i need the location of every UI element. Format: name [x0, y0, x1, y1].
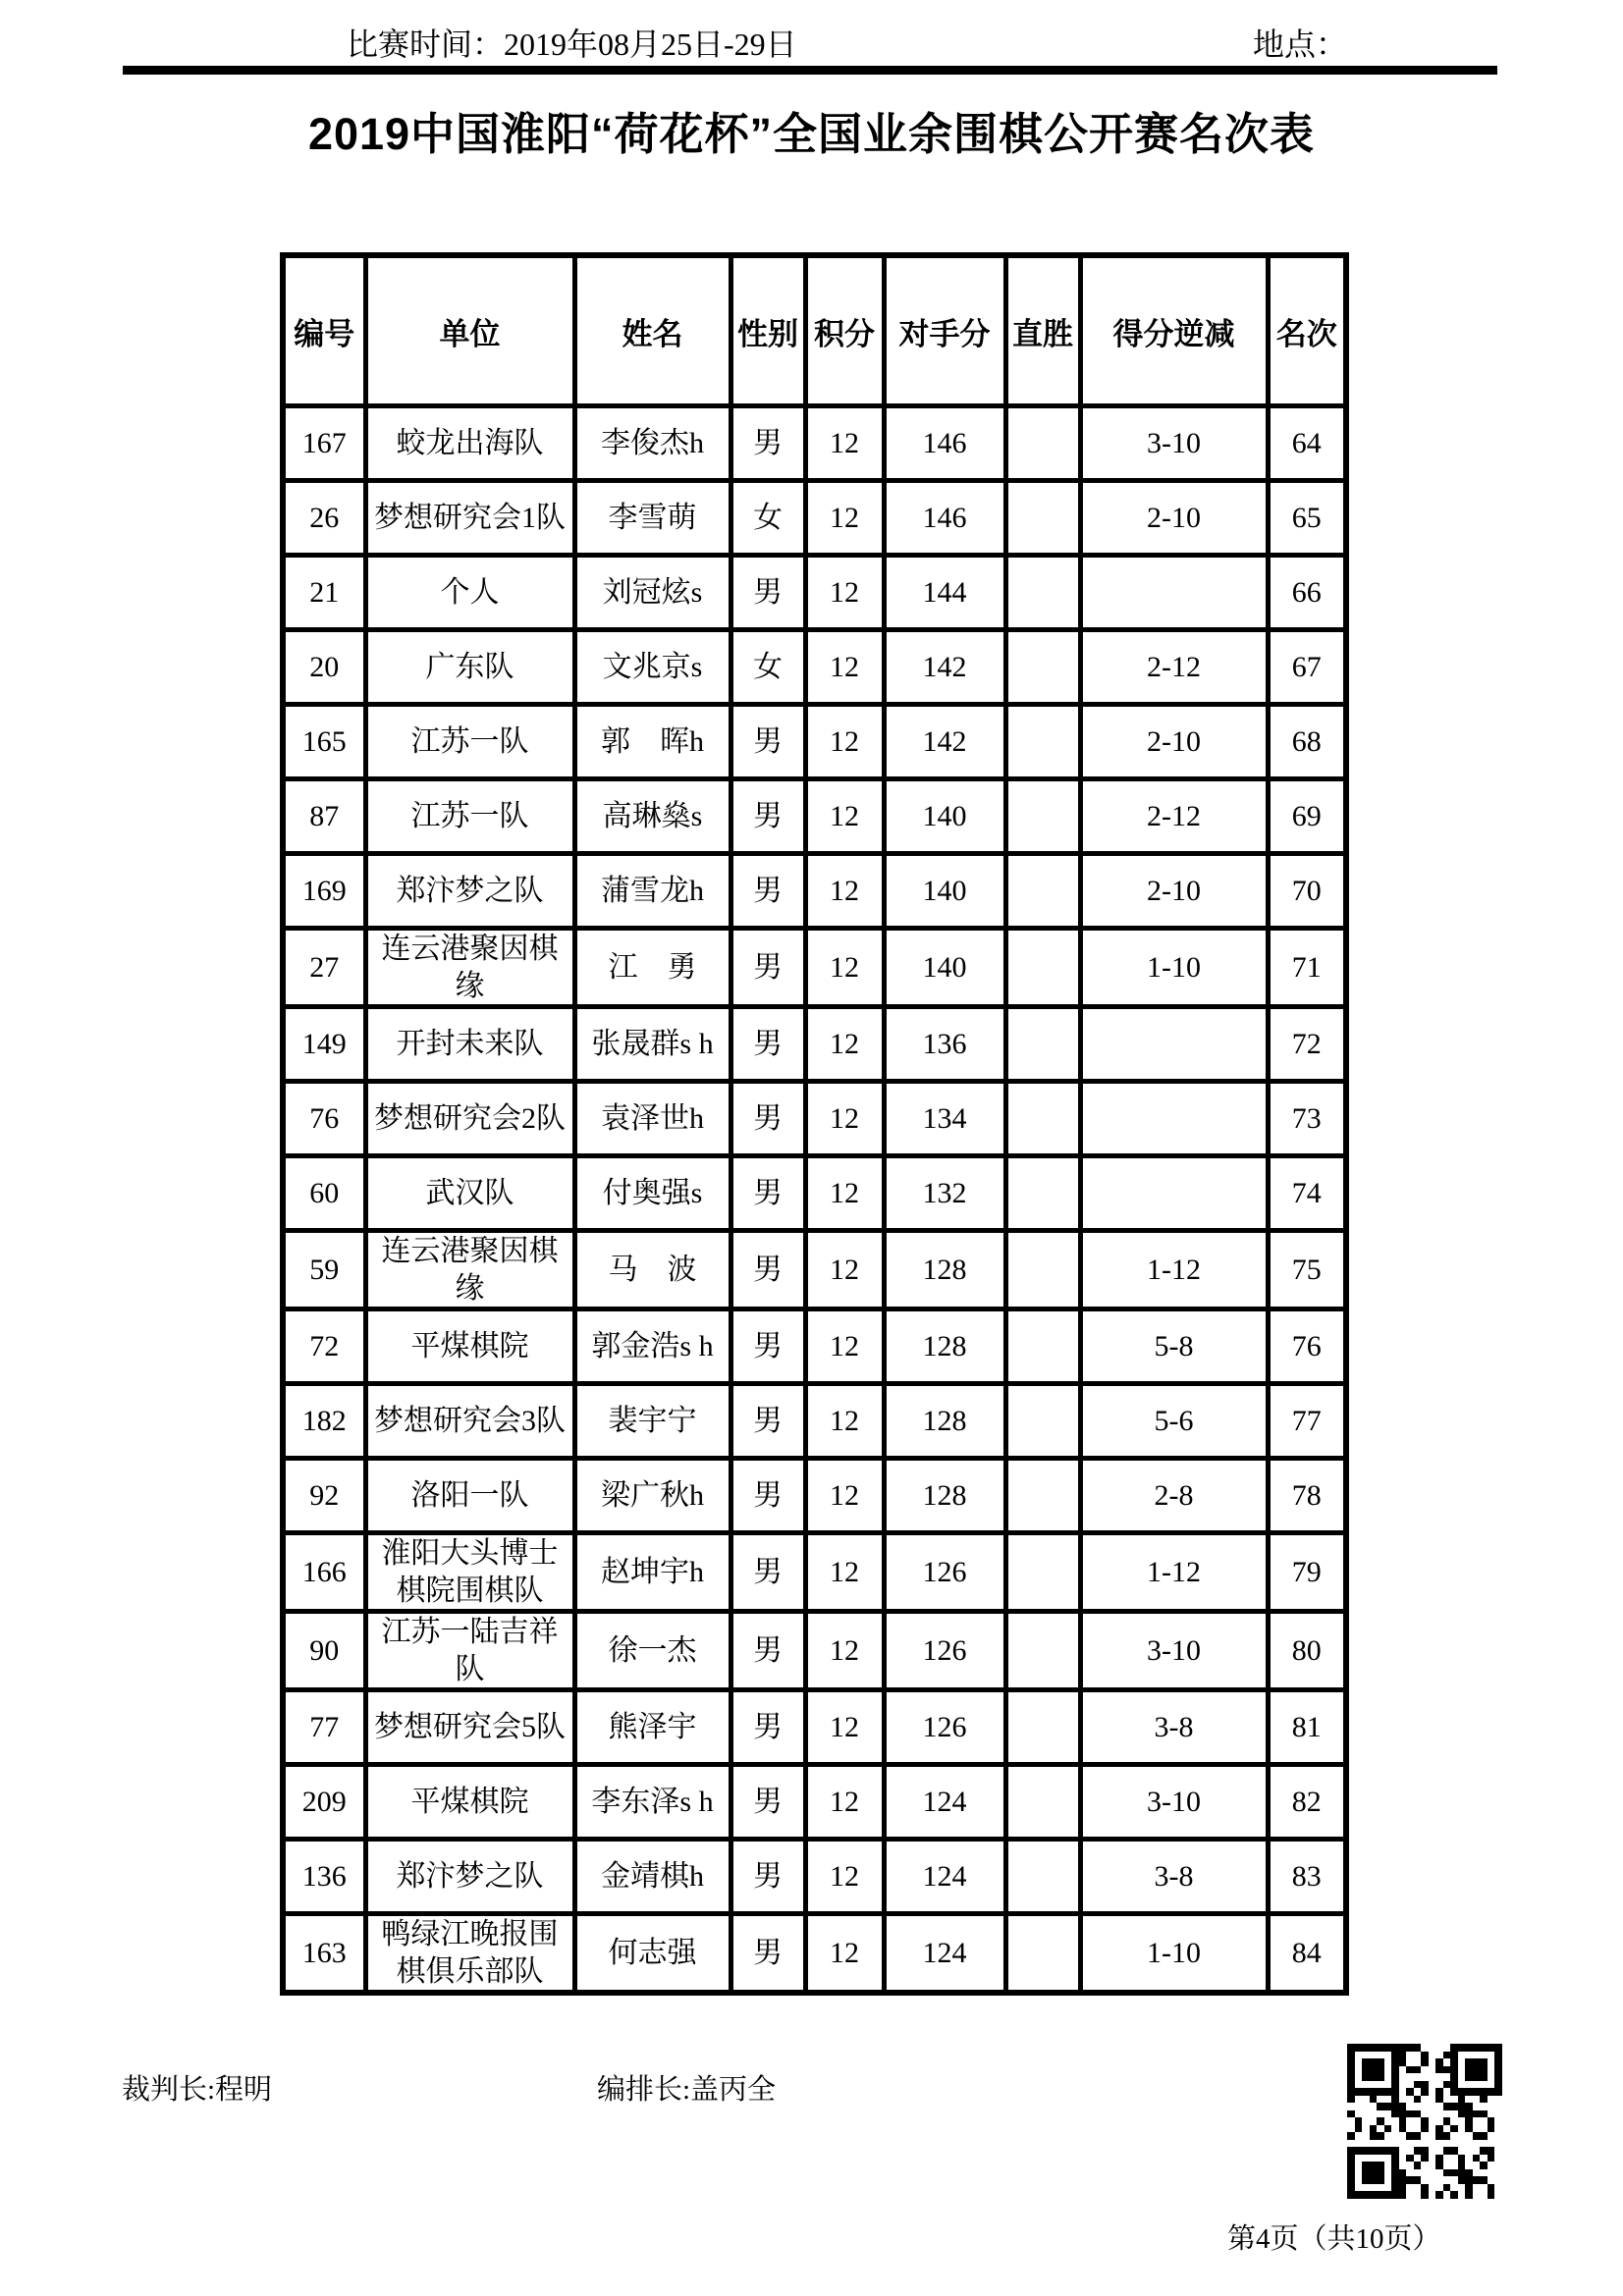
table-cell: 65 [1268, 481, 1346, 556]
table-cell: 84 [1268, 1914, 1346, 1994]
table-cell: 76 [283, 1082, 365, 1156]
table-cell: 12 [805, 705, 884, 779]
table-cell: 江苏一队 [365, 779, 574, 854]
table-cell: 69 [1268, 779, 1346, 854]
table-cell: 59 [283, 1231, 365, 1309]
table-cell: 140 [884, 854, 1005, 929]
table-cell: 付奥强s [574, 1156, 730, 1231]
table-cell: 83 [1268, 1840, 1346, 1914]
table-row [283, 929, 1346, 1007]
table-cell: 武汉队 [365, 1156, 574, 1231]
table-cell: 文兆京s [574, 630, 730, 705]
location-label: 地点： [1253, 27, 1348, 62]
table-cell: 3-10 [1080, 1612, 1268, 1690]
table-cell: 3-10 [1080, 406, 1268, 481]
table-cell: 165 [283, 705, 365, 779]
table-cell: 男 [730, 705, 805, 779]
table-row [283, 630, 1346, 705]
table-cell: 20 [283, 630, 365, 705]
table-cell [1005, 1309, 1080, 1384]
table-cell: 166 [283, 1533, 365, 1612]
table-cell: 郑汴梦之队 [365, 1840, 574, 1914]
table-cell: 72 [1268, 1007, 1346, 1082]
table-cell: 女 [730, 630, 805, 705]
table-cell: 128 [884, 1459, 1005, 1533]
table-header-cell: 性别 [730, 255, 805, 406]
table-cell: 78 [1268, 1459, 1346, 1533]
table-cell: 71 [1268, 929, 1346, 1007]
table-cell [1005, 779, 1080, 854]
table-cell: 12 [805, 929, 884, 1007]
table-cell: 60 [283, 1156, 365, 1231]
table-cell [1005, 1007, 1080, 1082]
table-cell: 郭金浩s h [574, 1309, 730, 1384]
table-cell: 广东队 [365, 630, 574, 705]
table-cell: 郑汴梦之队 [365, 854, 574, 929]
table-cell: 3-8 [1080, 1840, 1268, 1914]
table-cell: 男 [730, 1384, 805, 1459]
table-cell: 12 [805, 1914, 884, 1994]
table-cell: 淮阳大头博士棋院围棋队 [365, 1533, 574, 1612]
table-cell: 男 [730, 1082, 805, 1156]
table-cell: 92 [283, 1459, 365, 1533]
table-cell: 124 [884, 1765, 1005, 1840]
page-header [0, 20, 1623, 62]
table-cell: 男 [730, 1459, 805, 1533]
table-row [283, 556, 1346, 630]
table-cell: 64 [1268, 406, 1346, 481]
table-cell: 136 [283, 1840, 365, 1914]
table-header-cell: 姓名 [574, 255, 730, 406]
table-row [283, 1914, 1346, 1994]
table-cell: 蒲雪龙h [574, 854, 730, 929]
table-cell: 连云港聚因棋缘 [365, 1231, 574, 1309]
table-cell: 12 [805, 406, 884, 481]
table-cell: 男 [730, 1007, 805, 1082]
table-cell: 81 [1268, 1690, 1346, 1765]
table-row [283, 1459, 1346, 1533]
table-cell: 21 [283, 556, 365, 630]
table-cell: 80 [1268, 1612, 1346, 1690]
table-header-cell: 编号 [283, 255, 365, 406]
table-cell: 男 [730, 1840, 805, 1914]
table-header-cell: 直胜 [1005, 255, 1080, 406]
table-cell: 2-8 [1080, 1459, 1268, 1533]
table-row [283, 1156, 1346, 1231]
table-cell: 142 [884, 630, 1005, 705]
table-row [283, 1082, 1346, 1156]
table-row [283, 1384, 1346, 1459]
match-time-label: 比赛时间：2019年08月25日-29日 [347, 27, 797, 62]
table-cell: 梦想研究会2队 [365, 1082, 574, 1156]
qr-code [1347, 2044, 1502, 2199]
table-cell: 平煤棋院 [365, 1309, 574, 1384]
table-cell [1080, 1007, 1268, 1082]
table-cell: 2-10 [1080, 481, 1268, 556]
table-cell [1080, 1082, 1268, 1156]
table-cell: 136 [884, 1007, 1005, 1082]
table-row [283, 1840, 1346, 1914]
table-cell [1005, 1231, 1080, 1309]
table-cell: 男 [730, 1765, 805, 1840]
table-row [283, 1231, 1346, 1309]
table-cell: 77 [1268, 1384, 1346, 1459]
table-cell: 149 [283, 1007, 365, 1082]
table-cell: 郭 晖h [574, 705, 730, 779]
table-cell: 146 [884, 481, 1005, 556]
table-header-row [283, 255, 1346, 406]
table-cell: 男 [730, 1156, 805, 1231]
table-header-cell: 对手分 [884, 255, 1005, 406]
table-header-cell: 得分逆减 [1080, 255, 1268, 406]
table-cell: 女 [730, 481, 805, 556]
table-cell: 12 [805, 1690, 884, 1765]
table-cell: 75 [1268, 1231, 1346, 1309]
table-cell: 梦想研究会5队 [365, 1690, 574, 1765]
table-cell [1005, 481, 1080, 556]
table-row [283, 1765, 1346, 1840]
table-cell: 1-12 [1080, 1533, 1268, 1612]
table-cell [1005, 1612, 1080, 1690]
table-row [283, 1690, 1346, 1765]
table-cell [1005, 1459, 1080, 1533]
chief-referee-label: 裁判长:程明 [122, 2074, 273, 2106]
table-cell: 72 [283, 1309, 365, 1384]
page-title: 2019中国淮阳“荷花杯”全国业余围棋公开赛名次表 [307, 109, 1316, 159]
table-cell [1005, 929, 1080, 1007]
table-cell: 12 [805, 1007, 884, 1082]
table-cell: 68 [1268, 705, 1346, 779]
table-cell: 男 [730, 1914, 805, 1994]
table-header-cell: 名次 [1268, 255, 1346, 406]
table-cell: 128 [884, 1231, 1005, 1309]
table-cell: 男 [730, 779, 805, 854]
chief-arranger-label: 编排长:盖丙全 [597, 2074, 777, 2106]
table-cell [1005, 1690, 1080, 1765]
table-cell: 82 [1268, 1765, 1346, 1840]
table-cell [1005, 630, 1080, 705]
table-row [283, 481, 1346, 556]
table-row [283, 1533, 1346, 1612]
table-cell: 12 [805, 854, 884, 929]
table-cell: 梦想研究会1队 [365, 481, 574, 556]
table-cell: 男 [730, 1231, 805, 1309]
table-row [283, 705, 1346, 779]
table-cell: 个人 [365, 556, 574, 630]
table-cell [1005, 556, 1080, 630]
table-cell: 74 [1268, 1156, 1346, 1231]
table-cell: 2-12 [1080, 779, 1268, 854]
table-cell: 87 [283, 779, 365, 854]
table-cell: 2-12 [1080, 630, 1268, 705]
table-cell: 146 [884, 406, 1005, 481]
table-cell: 128 [884, 1309, 1005, 1384]
table-cell: 12 [805, 1384, 884, 1459]
table-cell: 江苏一陆吉祥队 [365, 1612, 574, 1690]
table-cell: 12 [805, 1309, 884, 1384]
table-cell: 李俊杰h [574, 406, 730, 481]
table-cell [1005, 1533, 1080, 1612]
table-cell: 144 [884, 556, 1005, 630]
table-cell: 27 [283, 929, 365, 1007]
table-cell [1005, 1082, 1080, 1156]
table-row [283, 406, 1346, 481]
table-cell: 熊泽宇 [574, 1690, 730, 1765]
table-cell: 182 [283, 1384, 365, 1459]
table-cell: 鸭绿江晚报围棋俱乐部队 [365, 1914, 574, 1994]
table-cell: 12 [805, 1459, 884, 1533]
table-cell: 男 [730, 854, 805, 929]
table-cell: 12 [805, 1840, 884, 1914]
table-cell: 2-10 [1080, 705, 1268, 779]
table-cell: 平煤棋院 [365, 1765, 574, 1840]
table-cell [1005, 1914, 1080, 1994]
table-cell: 赵坤宇h [574, 1533, 730, 1612]
table-cell: 77 [283, 1690, 365, 1765]
table-cell: 江苏一队 [365, 705, 574, 779]
table-cell: 12 [805, 1082, 884, 1156]
table-cell: 66 [1268, 556, 1346, 630]
table-cell [1005, 705, 1080, 779]
table-cell: 12 [805, 1533, 884, 1612]
table-cell: 蛟龙出海队 [365, 406, 574, 481]
table-cell: 洛阳一队 [365, 1459, 574, 1533]
table-cell: 134 [884, 1082, 1005, 1156]
table-cell: 132 [884, 1156, 1005, 1231]
table-cell: 126 [884, 1690, 1005, 1765]
table-cell: 男 [730, 1690, 805, 1765]
table-cell: 12 [805, 1231, 884, 1309]
table-cell: 马 波 [574, 1231, 730, 1309]
table-cell: 5-6 [1080, 1384, 1268, 1459]
table-cell [1080, 1156, 1268, 1231]
table-cell: 124 [884, 1840, 1005, 1914]
table-cell: 12 [805, 1612, 884, 1690]
table-cell: 73 [1268, 1082, 1346, 1156]
table-cell: 169 [283, 854, 365, 929]
table-row [283, 1612, 1346, 1690]
table-cell: 江 勇 [574, 929, 730, 1007]
table-row [283, 1309, 1346, 1384]
table-cell: 连云港聚因棋缘 [365, 929, 574, 1007]
table-cell: 高琳燊s [574, 779, 730, 854]
table-cell: 1-10 [1080, 929, 1268, 1007]
table-cell: 12 [805, 1156, 884, 1231]
table-cell: 梁广秋h [574, 1459, 730, 1533]
table-cell: 裴宇宁 [574, 1384, 730, 1459]
table-cell [1005, 854, 1080, 929]
table-cell: 1-12 [1080, 1231, 1268, 1309]
table-cell: 3-10 [1080, 1765, 1268, 1840]
table-header-cell: 单位 [365, 255, 574, 406]
table-cell: 126 [884, 1612, 1005, 1690]
table-cell: 128 [884, 1384, 1005, 1459]
table-cell: 李雪萌 [574, 481, 730, 556]
results-table [280, 252, 1349, 1996]
table-cell: 3-8 [1080, 1690, 1268, 1765]
table-row [283, 854, 1346, 929]
table-cell: 开封未来队 [365, 1007, 574, 1082]
table-row [283, 1007, 1346, 1082]
table-cell: 163 [283, 1914, 365, 1994]
table-cell: 67 [1268, 630, 1346, 705]
table-cell [1005, 1765, 1080, 1840]
table-header-cell: 积分 [805, 255, 884, 406]
table-cell [1005, 1156, 1080, 1231]
table-cell: 124 [884, 1914, 1005, 1994]
table-cell: 男 [730, 1533, 805, 1612]
table-cell: 李东泽s h [574, 1765, 730, 1840]
table-cell: 70 [1268, 854, 1346, 929]
table-cell: 金靖棋h [574, 1840, 730, 1914]
table-cell: 1-10 [1080, 1914, 1268, 1994]
table-cell: 2-10 [1080, 854, 1268, 929]
table-cell: 126 [884, 1533, 1005, 1612]
table-cell [1005, 1840, 1080, 1914]
table-cell: 90 [283, 1612, 365, 1690]
table-cell: 79 [1268, 1533, 1346, 1612]
table-cell: 梦想研究会3队 [365, 1384, 574, 1459]
table-cell [1005, 406, 1080, 481]
table-cell: 26 [283, 481, 365, 556]
table-cell: 140 [884, 779, 1005, 854]
table-cell: 142 [884, 705, 1005, 779]
table-cell: 男 [730, 1612, 805, 1690]
table-cell: 12 [805, 481, 884, 556]
table-cell: 140 [884, 929, 1005, 1007]
table-cell: 12 [805, 779, 884, 854]
page-number-indicator: 第4页（共10页） [1227, 2223, 1441, 2255]
table-cell [1005, 1384, 1080, 1459]
table-cell: 徐一杰 [574, 1612, 730, 1690]
table-cell [1080, 556, 1268, 630]
table-cell: 12 [805, 630, 884, 705]
table-cell: 男 [730, 929, 805, 1007]
table-cell: 刘冠炫s [574, 556, 730, 630]
divider-line [123, 66, 1497, 75]
table-cell: 男 [730, 556, 805, 630]
table-cell: 男 [730, 1309, 805, 1384]
table-cell: 男 [730, 406, 805, 481]
table-cell: 12 [805, 556, 884, 630]
table-cell: 12 [805, 1765, 884, 1840]
table-cell: 张晟群s h [574, 1007, 730, 1082]
table-cell: 袁泽世h [574, 1082, 730, 1156]
table-cell: 209 [283, 1765, 365, 1840]
table-row [283, 779, 1346, 854]
table-cell: 5-8 [1080, 1309, 1268, 1384]
table-cell: 167 [283, 406, 365, 481]
table-cell: 何志强 [574, 1914, 730, 1994]
table-cell: 76 [1268, 1309, 1346, 1384]
